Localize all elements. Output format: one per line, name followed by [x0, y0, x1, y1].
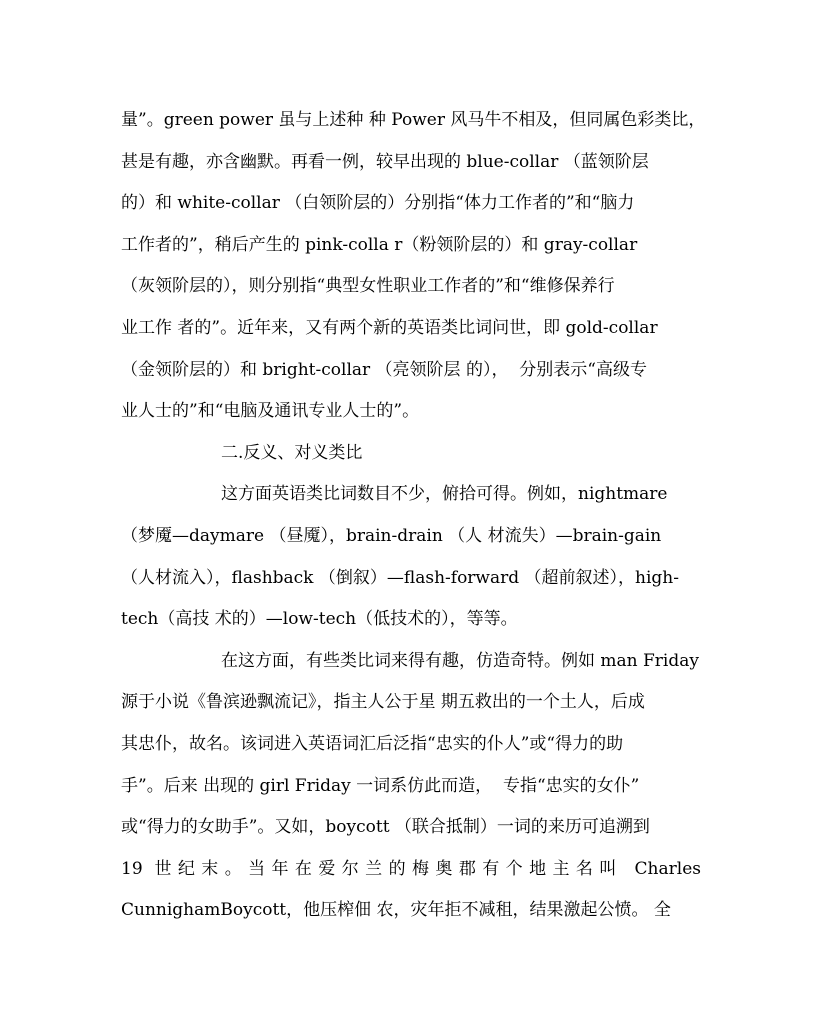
text-line: 量”。green power 虽与上述种 种 Power 风马牛不相及，但同属色彩类比，	[121, 110, 706, 130]
text-line: 业人士的”和“电脑及通讯专业人士的”。	[121, 401, 420, 422]
text-line: CunnighamBoycott，他压榨佃 农，灾年拒不减租，结果激起公愤。 全	[121, 900, 671, 921]
text-line: 业工作 者的”。近年来，又有两个新的英语类比词问世，即 gold-collar	[121, 317, 658, 338]
paragraph-imitation-examples	[121, 641, 701, 932]
text-line: 这方面英语类比词数目不少，俯拾可得。例如，nightmare	[221, 484, 668, 505]
text-line: 在这方面，有些类比词来得有趣，仿造奇特。例如 man Friday	[221, 650, 699, 671]
text-line: tech（高技 术的）—low-tech（低技术的），等等。	[121, 609, 518, 630]
document-body	[121, 100, 706, 932]
text-line: 或“得力的女助手”。又如，boycott （联合抵制）一词的来历可追溯到	[121, 817, 650, 838]
section-heading: 二.反义、对义类比	[221, 442, 363, 463]
text-line: （人材流入），flashback （倒叙）—flash-forward （超前叙述），high-	[121, 567, 679, 588]
text-line: 其忠仆，故名。该词进入英语词汇后泛指“忠实的仆人”或“得力的助	[121, 733, 624, 754]
paragraph-antonym-analogy	[121, 474, 701, 640]
paragraph-color-analogy	[121, 100, 706, 433]
text-line: 甚是有趣，亦含幽默。再看一例，较早出现的 blue-collar （蓝领阶层	[121, 151, 649, 172]
text-line: （灰领阶层的），则分别指“典型女性职业工作者的”和“维修保养行	[121, 276, 615, 297]
text-line: 源于小说《鲁滨逊飘流记》，指主人公于星 期五救出的一个土人，后成	[121, 692, 645, 713]
text-line: 工作者的”，稍后产生的 pink-colla r（粉领阶层的）和 gray-collar	[121, 234, 638, 255]
text-line: 手”。后来 出现的 girl Friday 一词系仿此而造， 专指“忠实的女仆”	[121, 775, 640, 796]
text-line: 的）和 white-collar （白领阶层的）分别指“体力工作者的”和“脑力	[121, 193, 635, 214]
text-line: （金领阶层的）和 bright-collar （亮领阶层 的）， 分别表示“高级专	[121, 359, 647, 380]
text-line: （梦魇—daymare （昼魇），brain-drain （人 材流失）—brain-gain	[121, 525, 662, 546]
text-line: 19 世纪末。当年在爱尔兰的梅奥郡有个地主名叫 Charles	[121, 858, 701, 879]
